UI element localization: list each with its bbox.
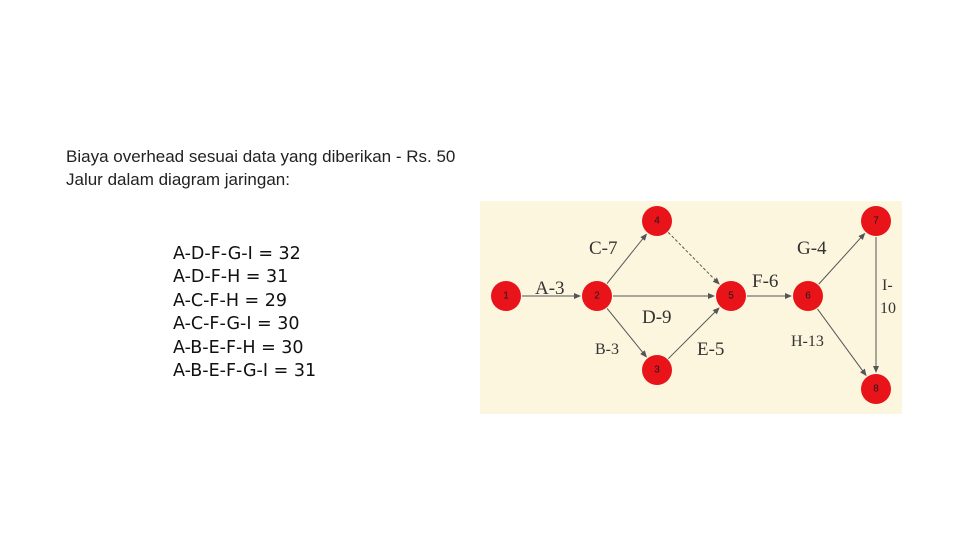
overhead-cost-line: Biaya overhead sesuai data yang diberikan - Rs. 50: [66, 147, 456, 166]
paths-heading: Jalur dalam diagram jaringan:: [66, 170, 290, 189]
intro-text: [66, 145, 455, 191]
node-label-7: 7: [873, 215, 879, 227]
path-item: A-C-F-G-I = 30: [173, 314, 300, 335]
network-diagram-svg: [480, 201, 902, 414]
edge-label-5-6: F-6: [752, 271, 779, 292]
edge-label-6-8: H-13: [791, 333, 824, 350]
node-label-1: 1: [503, 290, 509, 302]
edge-label-6-7: G-4: [797, 238, 827, 259]
node-label-2: 2: [594, 290, 600, 302]
edge-arrow-4-5: [668, 232, 719, 284]
edge-label-7-8: I-: [882, 277, 893, 294]
node-label-3: 3: [654, 364, 660, 376]
node-7: [861, 206, 891, 236]
network-diagram: [480, 201, 902, 414]
node-8: [861, 374, 891, 404]
node-4: [642, 206, 672, 236]
path-list: [173, 243, 316, 383]
edge-label-1-2: A-3: [535, 278, 565, 299]
edge-label-7-8-cont: 10: [880, 300, 896, 317]
edge-label-2-3: B-3: [595, 341, 619, 358]
node-1: [491, 281, 521, 311]
edge-label-2-5: D-9: [642, 307, 672, 328]
edge-arrow-6-8: [817, 309, 866, 375]
node-label-5: 5: [728, 290, 734, 302]
path-item: A-D-F-H = 31: [173, 267, 289, 288]
node-label-6: 6: [805, 290, 811, 302]
node-6: [793, 281, 823, 311]
edge-label-3-5: E-5: [697, 339, 725, 360]
node-3: [642, 355, 672, 385]
path-item: A-B-E-F-G-I = 31: [173, 361, 317, 382]
path-item: A-D-F-G-I = 32: [173, 244, 301, 264]
node-2: [582, 281, 612, 311]
edge-label-2-4: C-7: [589, 238, 618, 259]
path-item: A-B-E-F-H = 30: [173, 337, 304, 358]
node-label-8: 8: [873, 383, 879, 395]
node-5: [716, 281, 746, 311]
node-label-4: 4: [654, 215, 660, 227]
path-item: A-C-F-H = 29: [173, 290, 288, 311]
